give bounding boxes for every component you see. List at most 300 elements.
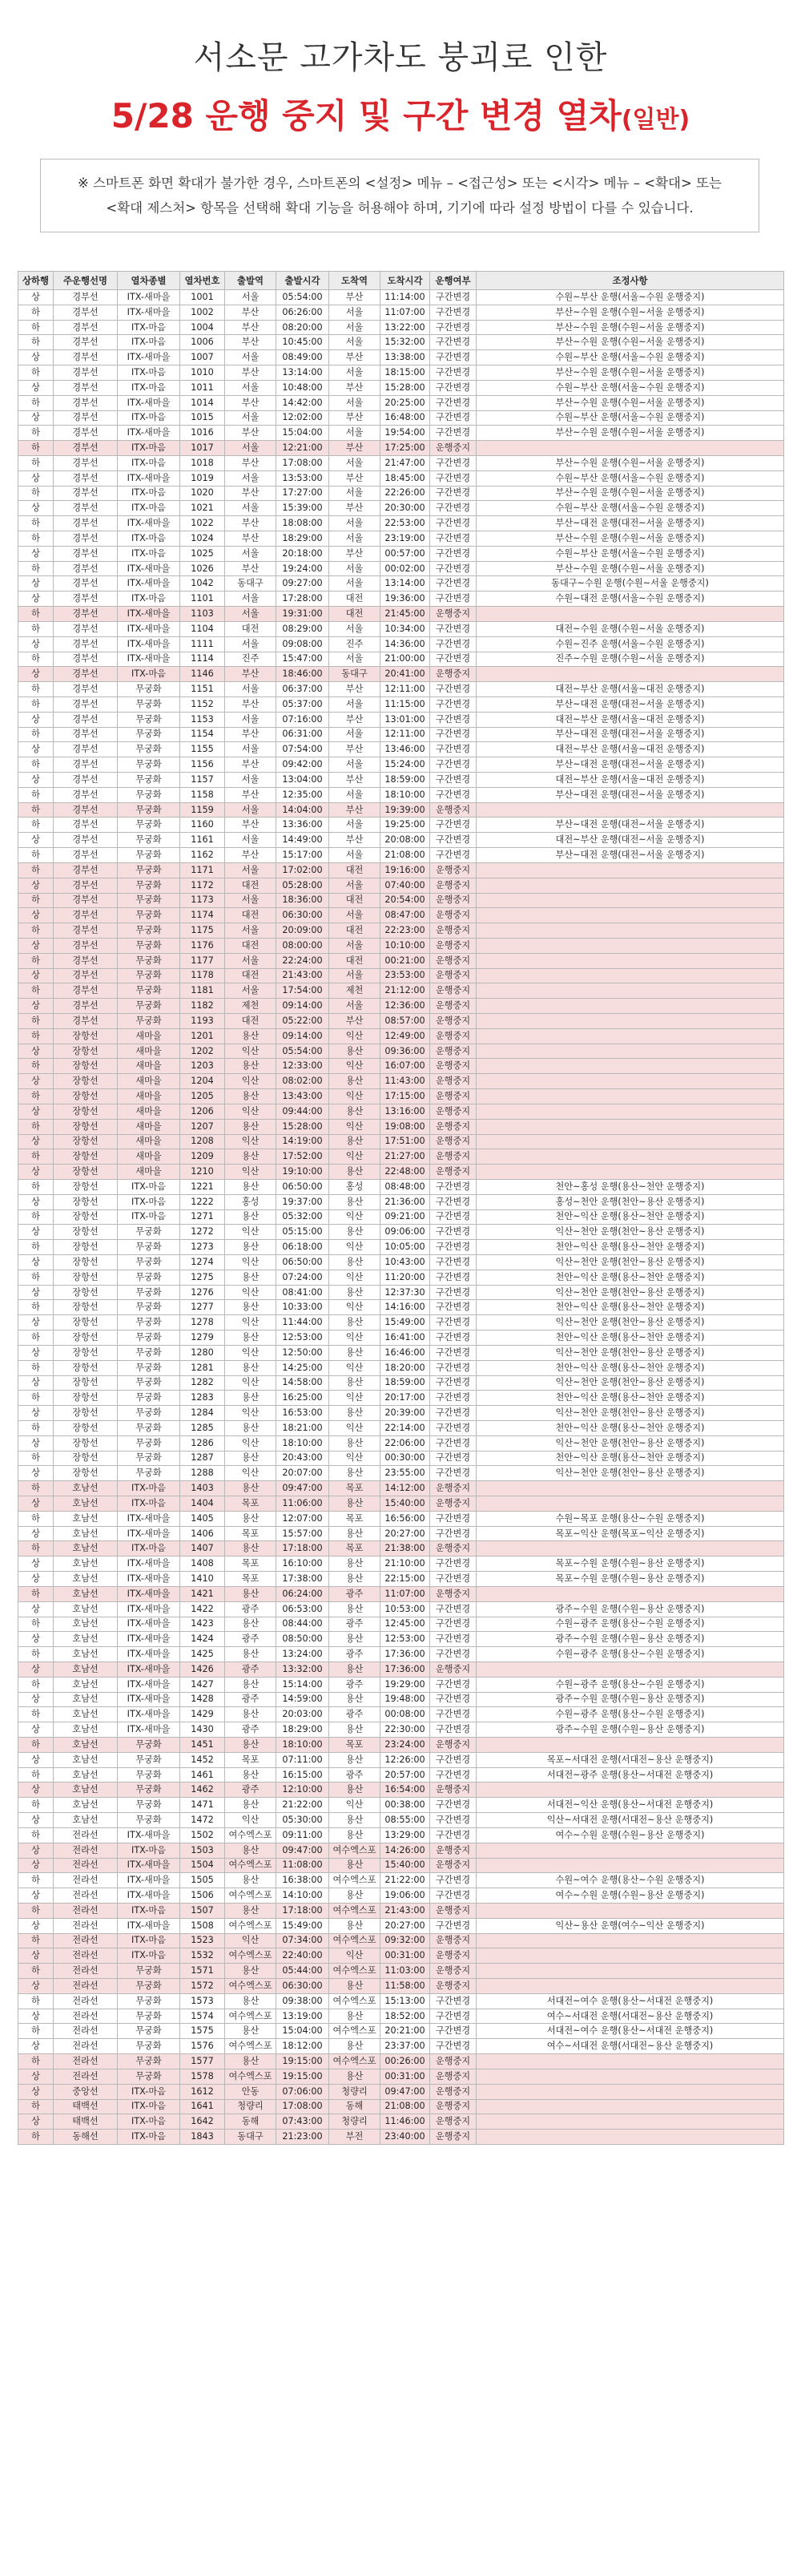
table-row [18, 1270, 784, 1285]
cell-line: 호남선 [54, 1496, 118, 1512]
cell-arrival-time: 15:32:00 [380, 335, 430, 350]
table-row [18, 787, 784, 802]
cell-arrival-station: 용산 [329, 1225, 380, 1240]
cell-arrival-time: 12:11:00 [380, 682, 430, 697]
cell-train-number: 1173 [180, 893, 225, 908]
cell-status: 운행중지 [430, 983, 477, 999]
cell-arrival-station: 여수엑스포 [329, 1873, 380, 1888]
cell-departure-time: 08:41:00 [276, 1285, 329, 1300]
cell-direction: 상 [18, 1104, 54, 1119]
cell-adjustment: 익산~천안 운행(천안~용산 운행중지) [477, 1285, 784, 1300]
cell-departure-station: 여수엑스포 [225, 2069, 276, 2084]
cell-adjustment [477, 862, 784, 878]
cell-status: 운행중지 [430, 1059, 477, 1074]
cell-direction: 하 [18, 561, 54, 576]
cell-arrival-time: 21:38:00 [380, 1541, 430, 1557]
cell-arrival-station: 용산 [329, 1572, 380, 1587]
cell-arrival-time: 12:36:00 [380, 999, 430, 1014]
table-row [18, 1315, 784, 1330]
cell-arrival-time: 00:02:00 [380, 561, 430, 576]
cell-direction: 상 [18, 290, 54, 305]
cell-train-number: 1408 [180, 1557, 225, 1572]
cell-train-number: 1502 [180, 1827, 225, 1843]
cell-arrival-station: 용산 [329, 1255, 380, 1270]
cell-train-number: 1203 [180, 1059, 225, 1074]
cell-arrival-station: 용산 [329, 1813, 380, 1828]
cell-line: 전라선 [54, 2039, 118, 2054]
cell-arrival-station: 익산 [329, 1798, 380, 1813]
cell-arrival-time: 12:26:00 [380, 1752, 430, 1767]
cell-direction: 상 [18, 1722, 54, 1738]
cell-arrival-station: 여수엑스포 [329, 1903, 380, 1918]
cell-direction: 하 [18, 2054, 54, 2069]
cell-train-number: 1278 [180, 1315, 225, 1330]
cell-departure-station: 용산 [225, 1059, 276, 1074]
cell-arrival-station: 서울 [329, 652, 380, 667]
cell-departure-station: 용산 [225, 1798, 276, 1813]
cell-departure-station: 용산 [225, 1451, 276, 1466]
cell-status: 구간변경 [430, 1330, 477, 1346]
cell-status: 구간변경 [430, 455, 477, 470]
cell-arrival-station: 서울 [329, 576, 380, 592]
cell-arrival-time: 22:14:00 [380, 1420, 430, 1435]
cell-adjustment: 천안~익산 운행(용산~천안 운행중지) [477, 1209, 784, 1225]
cell-departure-time: 16:25:00 [276, 1391, 329, 1406]
page-title: 서소문 고가차도 붕괴로 인한 [193, 39, 608, 76]
cell-departure-time: 07:34:00 [276, 1933, 329, 1948]
cell-train-type: 무궁화 [118, 742, 180, 757]
cell-line: 호남선 [54, 1752, 118, 1767]
cell-departure-station: 부산 [225, 395, 276, 410]
cell-adjustment [477, 1586, 784, 1601]
cell-adjustment: 부산~수원 운행(수원~서울 운행중지) [477, 335, 784, 350]
cell-arrival-time: 09:36:00 [380, 1044, 430, 1059]
cell-direction: 상 [18, 1466, 54, 1481]
table-row [18, 380, 784, 395]
cell-line: 경부선 [54, 968, 118, 983]
cell-train-number: 1428 [180, 1692, 225, 1707]
cell-departure-station: 익산 [225, 1044, 276, 1059]
cell-train-type: 새마을 [118, 1044, 180, 1059]
cell-departure-time: 15:49:00 [276, 1918, 329, 1933]
cell-line: 장항선 [54, 1466, 118, 1481]
cell-direction: 하 [18, 1391, 54, 1406]
table-row [18, 395, 784, 410]
cell-adjustment: 부산~수원 운행(수원~서울 운행중지) [477, 561, 784, 576]
cell-status: 구간변경 [430, 1406, 477, 1421]
table-row [18, 320, 784, 335]
table-row [18, 441, 784, 456]
cell-direction: 하 [18, 1511, 54, 1526]
cell-arrival-station: 여수엑스포 [329, 1843, 380, 1858]
cell-arrival-time: 14:26:00 [380, 1843, 430, 1858]
cell-status: 운행중지 [430, 1481, 477, 1496]
cell-adjustment: 수원~광주 운행(용산~수원 운행중지) [477, 1617, 784, 1632]
cell-adjustment: 수원~부산 운행(서울~수원 운행중지) [477, 410, 784, 426]
cell-train-type: ITX-새마을 [118, 1511, 180, 1526]
cell-departure-station: 부산 [225, 365, 276, 381]
cell-train-number: 1573 [180, 1993, 225, 2009]
cell-arrival-station: 용산 [329, 1466, 380, 1481]
cell-departure-time: 08:29:00 [276, 621, 329, 636]
cell-line: 경부선 [54, 576, 118, 592]
cell-status: 구간변경 [430, 1420, 477, 1435]
cell-arrival-station: 여수엑스포 [329, 1933, 380, 1948]
cell-departure-time: 17:28:00 [276, 592, 329, 607]
cell-adjustment: 천안~익산 운행(용산~천안 운행중지) [477, 1300, 784, 1315]
cell-train-number: 1024 [180, 531, 225, 547]
cell-departure-time: 08:02:00 [276, 1074, 329, 1089]
cell-line: 장항선 [54, 1044, 118, 1059]
cell-adjustment [477, 908, 784, 923]
cell-line: 경부선 [54, 441, 118, 456]
table-header-row [18, 272, 784, 290]
table-row [18, 1933, 784, 1948]
table-row [18, 2114, 784, 2130]
cell-departure-station: 용산 [225, 1270, 276, 1285]
cell-arrival-time: 20:21:00 [380, 2024, 430, 2039]
cell-train-type: 무궁화 [118, 878, 180, 893]
cell-line: 전라선 [54, 1827, 118, 1843]
cell-train-number: 1002 [180, 305, 225, 320]
table-row [18, 667, 784, 682]
cell-adjustment [477, 607, 784, 622]
cell-direction: 하 [18, 1767, 54, 1783]
cell-train-number: 1015 [180, 410, 225, 426]
cell-direction: 하 [18, 848, 54, 863]
cell-train-type: 무궁화 [118, 1345, 180, 1360]
cell-adjustment: 대전~부산 운행(서울~대전 운행중지) [477, 773, 784, 788]
cell-departure-station: 용산 [225, 1993, 276, 2009]
cell-status: 운행중지 [430, 908, 477, 923]
cell-arrival-station: 청량리 [329, 2084, 380, 2099]
table-row [18, 1993, 784, 2009]
cell-departure-station: 제천 [225, 999, 276, 1014]
cell-train-number: 1156 [180, 757, 225, 773]
cell-direction: 하 [18, 727, 54, 742]
cell-departure-station: 목포 [225, 1572, 276, 1587]
cell-departure-station: 익산 [225, 1315, 276, 1330]
cell-arrival-time: 17:15:00 [380, 1089, 430, 1104]
table-row [18, 1586, 784, 1601]
cell-arrival-station: 서울 [329, 968, 380, 983]
cell-adjustment: 수원~광주 운행(용산~수원 운행중지) [477, 1707, 784, 1722]
cell-line: 경부선 [54, 546, 118, 561]
table-row [18, 1677, 784, 1692]
cell-status: 운행중지 [430, 1165, 477, 1180]
table-row [18, 1617, 784, 1632]
cell-direction: 상 [18, 908, 54, 923]
cell-arrival-station: 부산 [329, 833, 380, 848]
cell-train-type: ITX-새마을 [118, 1827, 180, 1843]
cell-departure-time: 15:17:00 [276, 848, 329, 863]
cell-line: 장항선 [54, 1391, 118, 1406]
cell-departure-time: 14:59:00 [276, 1692, 329, 1707]
cell-train-type: ITX-새마을 [118, 426, 180, 441]
table-row [18, 999, 784, 1014]
cell-arrival-station: 용산 [329, 1104, 380, 1119]
cell-status: 운행중지 [430, 1964, 477, 1979]
cell-status: 운행중지 [430, 2069, 477, 2084]
cell-departure-time: 07:54:00 [276, 742, 329, 757]
cell-train-number: 1281 [180, 1360, 225, 1375]
cell-train-number: 1404 [180, 1496, 225, 1512]
cell-direction: 상 [18, 1194, 54, 1209]
table-row [18, 561, 784, 576]
cell-direction: 상 [18, 1406, 54, 1421]
table-row [18, 350, 784, 365]
cell-adjustment [477, 1738, 784, 1753]
cell-departure-time: 18:36:00 [276, 893, 329, 908]
cell-departure-station: 서울 [225, 862, 276, 878]
cell-status: 구간변경 [430, 516, 477, 531]
table-row [18, 1165, 784, 1180]
cell-train-number: 1272 [180, 1225, 225, 1240]
cell-train-type: ITX-마음 [118, 667, 180, 682]
cell-departure-station: 용산 [225, 1511, 276, 1526]
cell-status: 운행중지 [430, 2099, 477, 2114]
cell-train-type: 새마을 [118, 1059, 180, 1074]
cell-status: 운행중지 [430, 1858, 477, 1873]
cell-arrival-time: 21:45:00 [380, 607, 430, 622]
cell-train-type: ITX-마음 [118, 365, 180, 381]
cell-direction: 상 [18, 1285, 54, 1300]
cell-arrival-station: 서울 [329, 531, 380, 547]
cell-departure-station: 용산 [225, 1028, 276, 1044]
cell-direction: 상 [18, 1783, 54, 1798]
cell-adjustment: 서대전~익산 운행(용산~서대전 운행중지) [477, 1798, 784, 1813]
cell-direction: 하 [18, 320, 54, 335]
cell-adjustment: 여수~수원 운행(수원~용산 운행중지) [477, 1888, 784, 1904]
cell-train-number: 1287 [180, 1451, 225, 1466]
table-row [18, 1843, 784, 1858]
cell-adjustment: 부산~수원 운행(수원~서울 운행중지) [477, 365, 784, 381]
cell-adjustment [477, 1074, 784, 1089]
cell-departure-station: 여수엑스포 [225, 2009, 276, 2024]
cell-line: 태백선 [54, 2114, 118, 2130]
cell-train-number: 1146 [180, 667, 225, 682]
cell-train-type: 무궁화 [118, 1738, 180, 1753]
cell-direction: 상 [18, 878, 54, 893]
cell-train-type: 무궁화 [118, 1420, 180, 1435]
cell-arrival-station: 용산 [329, 1375, 380, 1391]
table-row [18, 592, 784, 607]
cell-line: 경부선 [54, 350, 118, 365]
cell-line: 경부선 [54, 923, 118, 939]
cell-train-number: 1426 [180, 1661, 225, 1677]
cell-status: 구간변경 [430, 1707, 477, 1722]
cell-departure-station: 광주 [225, 1601, 276, 1617]
table-row [18, 742, 784, 757]
cell-train-type: 무궁화 [118, 908, 180, 923]
cell-line: 경부선 [54, 682, 118, 697]
cell-departure-station: 익산 [225, 1435, 276, 1451]
cell-arrival-station: 용산 [329, 1827, 380, 1843]
cell-line: 경부선 [54, 455, 118, 470]
col-header-arrival-station: 도착역 [329, 272, 380, 290]
cell-direction: 하 [18, 757, 54, 773]
cell-adjustment [477, 2114, 784, 2130]
cell-departure-station: 여수엑스포 [225, 1827, 276, 1843]
cell-direction: 상 [18, 2009, 54, 2024]
cell-adjustment: 수원~목포 운행(용산~수원 운행중지) [477, 1511, 784, 1526]
cell-line: 호남선 [54, 1511, 118, 1526]
cell-adjustment: 목포~수원 운행(수원~용산 운행중지) [477, 1557, 784, 1572]
cell-status: 구간변경 [430, 1511, 477, 1526]
cell-status: 운행중지 [430, 2084, 477, 2099]
cell-departure-station: 서울 [225, 441, 276, 456]
cell-arrival-time: 23:40:00 [380, 2130, 430, 2145]
cell-departure-station: 서울 [225, 833, 276, 848]
cell-adjustment [477, 1903, 784, 1918]
cell-status: 운행중지 [430, 953, 477, 968]
cell-adjustment [477, 1964, 784, 1979]
cell-line: 호남선 [54, 1526, 118, 1541]
cell-train-type: ITX-새마을 [118, 561, 180, 576]
schedule-table [18, 271, 784, 2145]
cell-arrival-station: 부산 [329, 350, 380, 365]
cell-adjustment: 부산~수원 운행(수원~서울 운행중지) [477, 305, 784, 320]
cell-train-number: 1019 [180, 470, 225, 486]
cell-line: 장항선 [54, 1119, 118, 1134]
cell-train-type: 무궁화 [118, 923, 180, 939]
cell-status: 운행중지 [430, 1074, 477, 1089]
col-header-departure-station: 출발역 [225, 272, 276, 290]
cell-adjustment: 부산~대전 운행(대전~서울 운행중지) [477, 848, 784, 863]
cell-adjustment [477, 1028, 784, 1044]
cell-train-number: 1022 [180, 516, 225, 531]
cell-status: 구간변경 [430, 1617, 477, 1632]
cell-arrival-station: 용산 [329, 1858, 380, 1873]
cell-status: 구간변경 [430, 696, 477, 712]
cell-adjustment: 수원~진주 운행(서울~수원 운행중지) [477, 636, 784, 652]
cell-arrival-station: 제천 [329, 983, 380, 999]
cell-arrival-station: 서울 [329, 320, 380, 335]
table-row [18, 2130, 784, 2145]
cell-line: 장항선 [54, 1270, 118, 1285]
cell-departure-time: 15:04:00 [276, 2024, 329, 2039]
cell-arrival-time: 20:08:00 [380, 833, 430, 848]
cell-departure-time: 12:33:00 [276, 1059, 329, 1074]
notice-line-2: <확대 제스처> 항목을 선택해 확대 기능을 허용해야 하며, 기기에 따라 설정 방법이 다를 수 있습니다. [106, 200, 694, 216]
cell-arrival-time: 14:36:00 [380, 636, 430, 652]
cell-train-number: 1114 [180, 652, 225, 667]
cell-train-number: 1506 [180, 1888, 225, 1904]
cell-line: 장항선 [54, 1315, 118, 1330]
cell-departure-station: 부산 [225, 426, 276, 441]
cell-train-type: 무궁화 [118, 712, 180, 727]
cell-departure-station: 광주 [225, 1722, 276, 1738]
cell-departure-station: 부산 [225, 757, 276, 773]
cell-departure-time: 06:50:00 [276, 1255, 329, 1270]
table-row [18, 1481, 784, 1496]
cell-train-number: 1288 [180, 1466, 225, 1481]
table-row [18, 757, 784, 773]
table-row [18, 1661, 784, 1677]
cell-direction: 상 [18, 576, 54, 592]
cell-line: 경부선 [54, 802, 118, 818]
cell-arrival-station: 용산 [329, 1315, 380, 1330]
cell-train-type: ITX-새마을 [118, 1722, 180, 1738]
cell-arrival-time: 11:20:00 [380, 1270, 430, 1285]
cell-arrival-time: 11:15:00 [380, 696, 430, 712]
cell-departure-station: 목포 [225, 1752, 276, 1767]
cell-status: 운행중지 [430, 1843, 477, 1858]
cell-arrival-time: 22:53:00 [380, 516, 430, 531]
cell-adjustment: 광주~수원 운행(수원~용산 운행중지) [477, 1722, 784, 1738]
cell-arrival-station: 익산 [329, 1028, 380, 1044]
cell-departure-station: 서울 [225, 802, 276, 818]
cell-departure-station: 용산 [225, 2024, 276, 2039]
cell-train-type: ITX-마음 [118, 1933, 180, 1948]
cell-line: 전라선 [54, 1918, 118, 1933]
cell-departure-time: 08:49:00 [276, 350, 329, 365]
cell-line: 호남선 [54, 1798, 118, 1813]
cell-direction: 하 [18, 441, 54, 456]
cell-arrival-time: 20:27:00 [380, 1526, 430, 1541]
cell-departure-time: 17:08:00 [276, 2099, 329, 2114]
cell-adjustment: 여수~수원 운행(수원~용산 운행중지) [477, 1827, 784, 1843]
cell-line: 장항선 [54, 1089, 118, 1104]
cell-departure-time: 07:06:00 [276, 2084, 329, 2099]
cell-train-type: ITX-새마을 [118, 1601, 180, 1617]
cell-arrival-station: 부산 [329, 410, 380, 426]
cell-departure-time: 17:27:00 [276, 486, 329, 501]
cell-direction: 하 [18, 486, 54, 501]
cell-departure-station: 익산 [225, 1074, 276, 1089]
cell-status: 구간변경 [430, 1813, 477, 1828]
cell-status: 구간변경 [430, 1194, 477, 1209]
cell-adjustment: 대전~수원 운행(수원~서울 운행중지) [477, 621, 784, 636]
cell-arrival-time: 16:56:00 [380, 1511, 430, 1526]
cell-arrival-time: 07:40:00 [380, 878, 430, 893]
cell-train-number: 1424 [180, 1632, 225, 1647]
cell-departure-time: 19:15:00 [276, 2069, 329, 2084]
cell-status: 운행중지 [430, 2130, 477, 2145]
cell-train-number: 1026 [180, 561, 225, 576]
cell-status: 구간변경 [430, 380, 477, 395]
cell-arrival-time: 00:26:00 [380, 2054, 430, 2069]
cell-train-number: 1020 [180, 486, 225, 501]
cell-arrival-station: 익산 [329, 1948, 380, 1964]
cell-adjustment [477, 1541, 784, 1557]
cell-direction: 하 [18, 1617, 54, 1632]
table-row [18, 1149, 784, 1165]
cell-train-number: 1176 [180, 938, 225, 953]
table-row [18, 818, 784, 833]
cell-status: 구간변경 [430, 833, 477, 848]
cell-arrival-station: 서울 [329, 908, 380, 923]
cell-direction: 상 [18, 546, 54, 561]
cell-train-number: 1427 [180, 1677, 225, 1692]
table-row [18, 1375, 784, 1391]
table-row [18, 1738, 784, 1753]
cell-arrival-station: 용산 [329, 1557, 380, 1572]
cell-train-type: 무궁화 [118, 1406, 180, 1421]
cell-train-type: ITX-새마을 [118, 1707, 180, 1722]
cell-adjustment [477, 1059, 784, 1074]
table-row [18, 1948, 784, 1964]
cell-direction: 하 [18, 1933, 54, 1948]
cell-departure-time: 09:14:00 [276, 999, 329, 1014]
cell-departure-time: 22:40:00 [276, 1948, 329, 1964]
cell-arrival-station: 부산 [329, 742, 380, 757]
cell-departure-time: 13:19:00 [276, 2009, 329, 2024]
cell-departure-time: 05:54:00 [276, 290, 329, 305]
cell-adjustment [477, 1014, 784, 1029]
cell-departure-station: 홍성 [225, 1194, 276, 1209]
cell-arrival-time: 16:41:00 [380, 1330, 430, 1346]
